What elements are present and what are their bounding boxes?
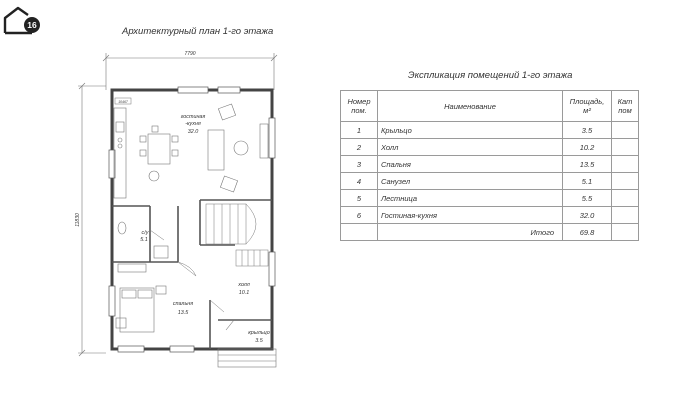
dining-table bbox=[140, 126, 178, 181]
room-living-kitchen-name2: -кухня bbox=[185, 121, 201, 127]
room-bedroom-area: 13.5 bbox=[177, 310, 189, 316]
row-area: 5.5 bbox=[563, 190, 612, 207]
room-porch-area: 3.5 bbox=[255, 338, 263, 344]
house-logo-icon bbox=[2, 4, 42, 36]
row-name: Лестница bbox=[378, 190, 563, 207]
row-category bbox=[612, 156, 639, 173]
total-cat-cell bbox=[612, 224, 639, 241]
header-area-line1: Площадь, bbox=[569, 97, 605, 106]
total-num-cell bbox=[341, 224, 378, 241]
explication-table bbox=[340, 90, 639, 241]
header-room-number bbox=[341, 91, 378, 122]
row-name: Спальня bbox=[378, 156, 563, 173]
door-swings bbox=[150, 230, 224, 312]
row-category bbox=[612, 139, 639, 156]
row-num: 1 bbox=[341, 122, 378, 139]
table-row bbox=[341, 207, 639, 224]
interior-walls bbox=[112, 200, 272, 349]
plan-title: Архитектурный план 1-го этажа bbox=[122, 26, 274, 37]
dim-height-label: 11830 bbox=[75, 213, 81, 227]
row-area: 3.5 bbox=[563, 122, 612, 139]
row-num: 2 bbox=[341, 139, 378, 156]
row-area: 13.5 bbox=[563, 156, 612, 173]
table-header-row bbox=[341, 91, 639, 122]
room-hall-area: 10.1 bbox=[238, 290, 250, 296]
row-num: 3 bbox=[341, 156, 378, 173]
row-name: Холл bbox=[378, 139, 563, 156]
row-name: Санузел bbox=[378, 173, 563, 190]
row-num: 6 bbox=[341, 207, 378, 224]
room-living-kitchen-name: гостиная bbox=[180, 114, 206, 120]
window-tag: 10467 bbox=[118, 100, 128, 104]
room-porch-name: крыльцо bbox=[248, 330, 270, 336]
header-num-line1: Номер bbox=[347, 97, 371, 106]
bed bbox=[116, 286, 166, 332]
row-name: Крыльцо bbox=[378, 122, 563, 139]
floor-plan-drawing bbox=[55, 40, 335, 380]
kitchen-counter bbox=[114, 108, 126, 198]
header-cat-line2: пом bbox=[618, 106, 632, 115]
logo-badge: 16 bbox=[27, 20, 37, 30]
row-area: 10.2 bbox=[563, 139, 612, 156]
room-living-kitchen-area: 32.0 bbox=[187, 129, 199, 135]
row-name: Гостиная-кухня bbox=[378, 207, 563, 224]
row-num: 4 bbox=[341, 173, 378, 190]
header-name: Наименование bbox=[378, 91, 563, 122]
stairs bbox=[206, 204, 268, 266]
room-bathroom-area: 5.1 bbox=[140, 237, 148, 243]
explication-title: Экспликация помещений 1-го этажа bbox=[408, 70, 573, 81]
porch-steps bbox=[218, 320, 276, 367]
room-bathroom-name: с/у bbox=[141, 230, 149, 236]
header-area-line2: м² bbox=[583, 106, 591, 115]
table-row bbox=[341, 173, 639, 190]
row-num: 5 bbox=[341, 190, 378, 207]
row-category bbox=[612, 173, 639, 190]
row-category bbox=[612, 122, 639, 139]
header-category bbox=[612, 91, 639, 122]
header-cat-line1: Кат bbox=[617, 97, 633, 106]
row-category bbox=[612, 190, 639, 207]
header-area bbox=[563, 91, 612, 122]
living-furniture bbox=[208, 104, 268, 192]
room-hall-name: холл bbox=[238, 282, 250, 288]
row-category bbox=[612, 207, 639, 224]
row-area: 32.0 bbox=[563, 207, 612, 224]
table-row bbox=[341, 190, 639, 207]
room-bedroom-name: спальня bbox=[172, 301, 194, 307]
table-row bbox=[341, 122, 639, 139]
dim-width-label: 7790 bbox=[184, 51, 196, 57]
table-row bbox=[341, 139, 639, 156]
total-label: Итого bbox=[378, 224, 563, 241]
row-area: 5.1 bbox=[563, 173, 612, 190]
header-num-line2: пом. bbox=[351, 106, 367, 115]
table-row bbox=[341, 156, 639, 173]
table-total-row bbox=[341, 224, 639, 241]
total-area: 69.8 bbox=[563, 224, 612, 241]
